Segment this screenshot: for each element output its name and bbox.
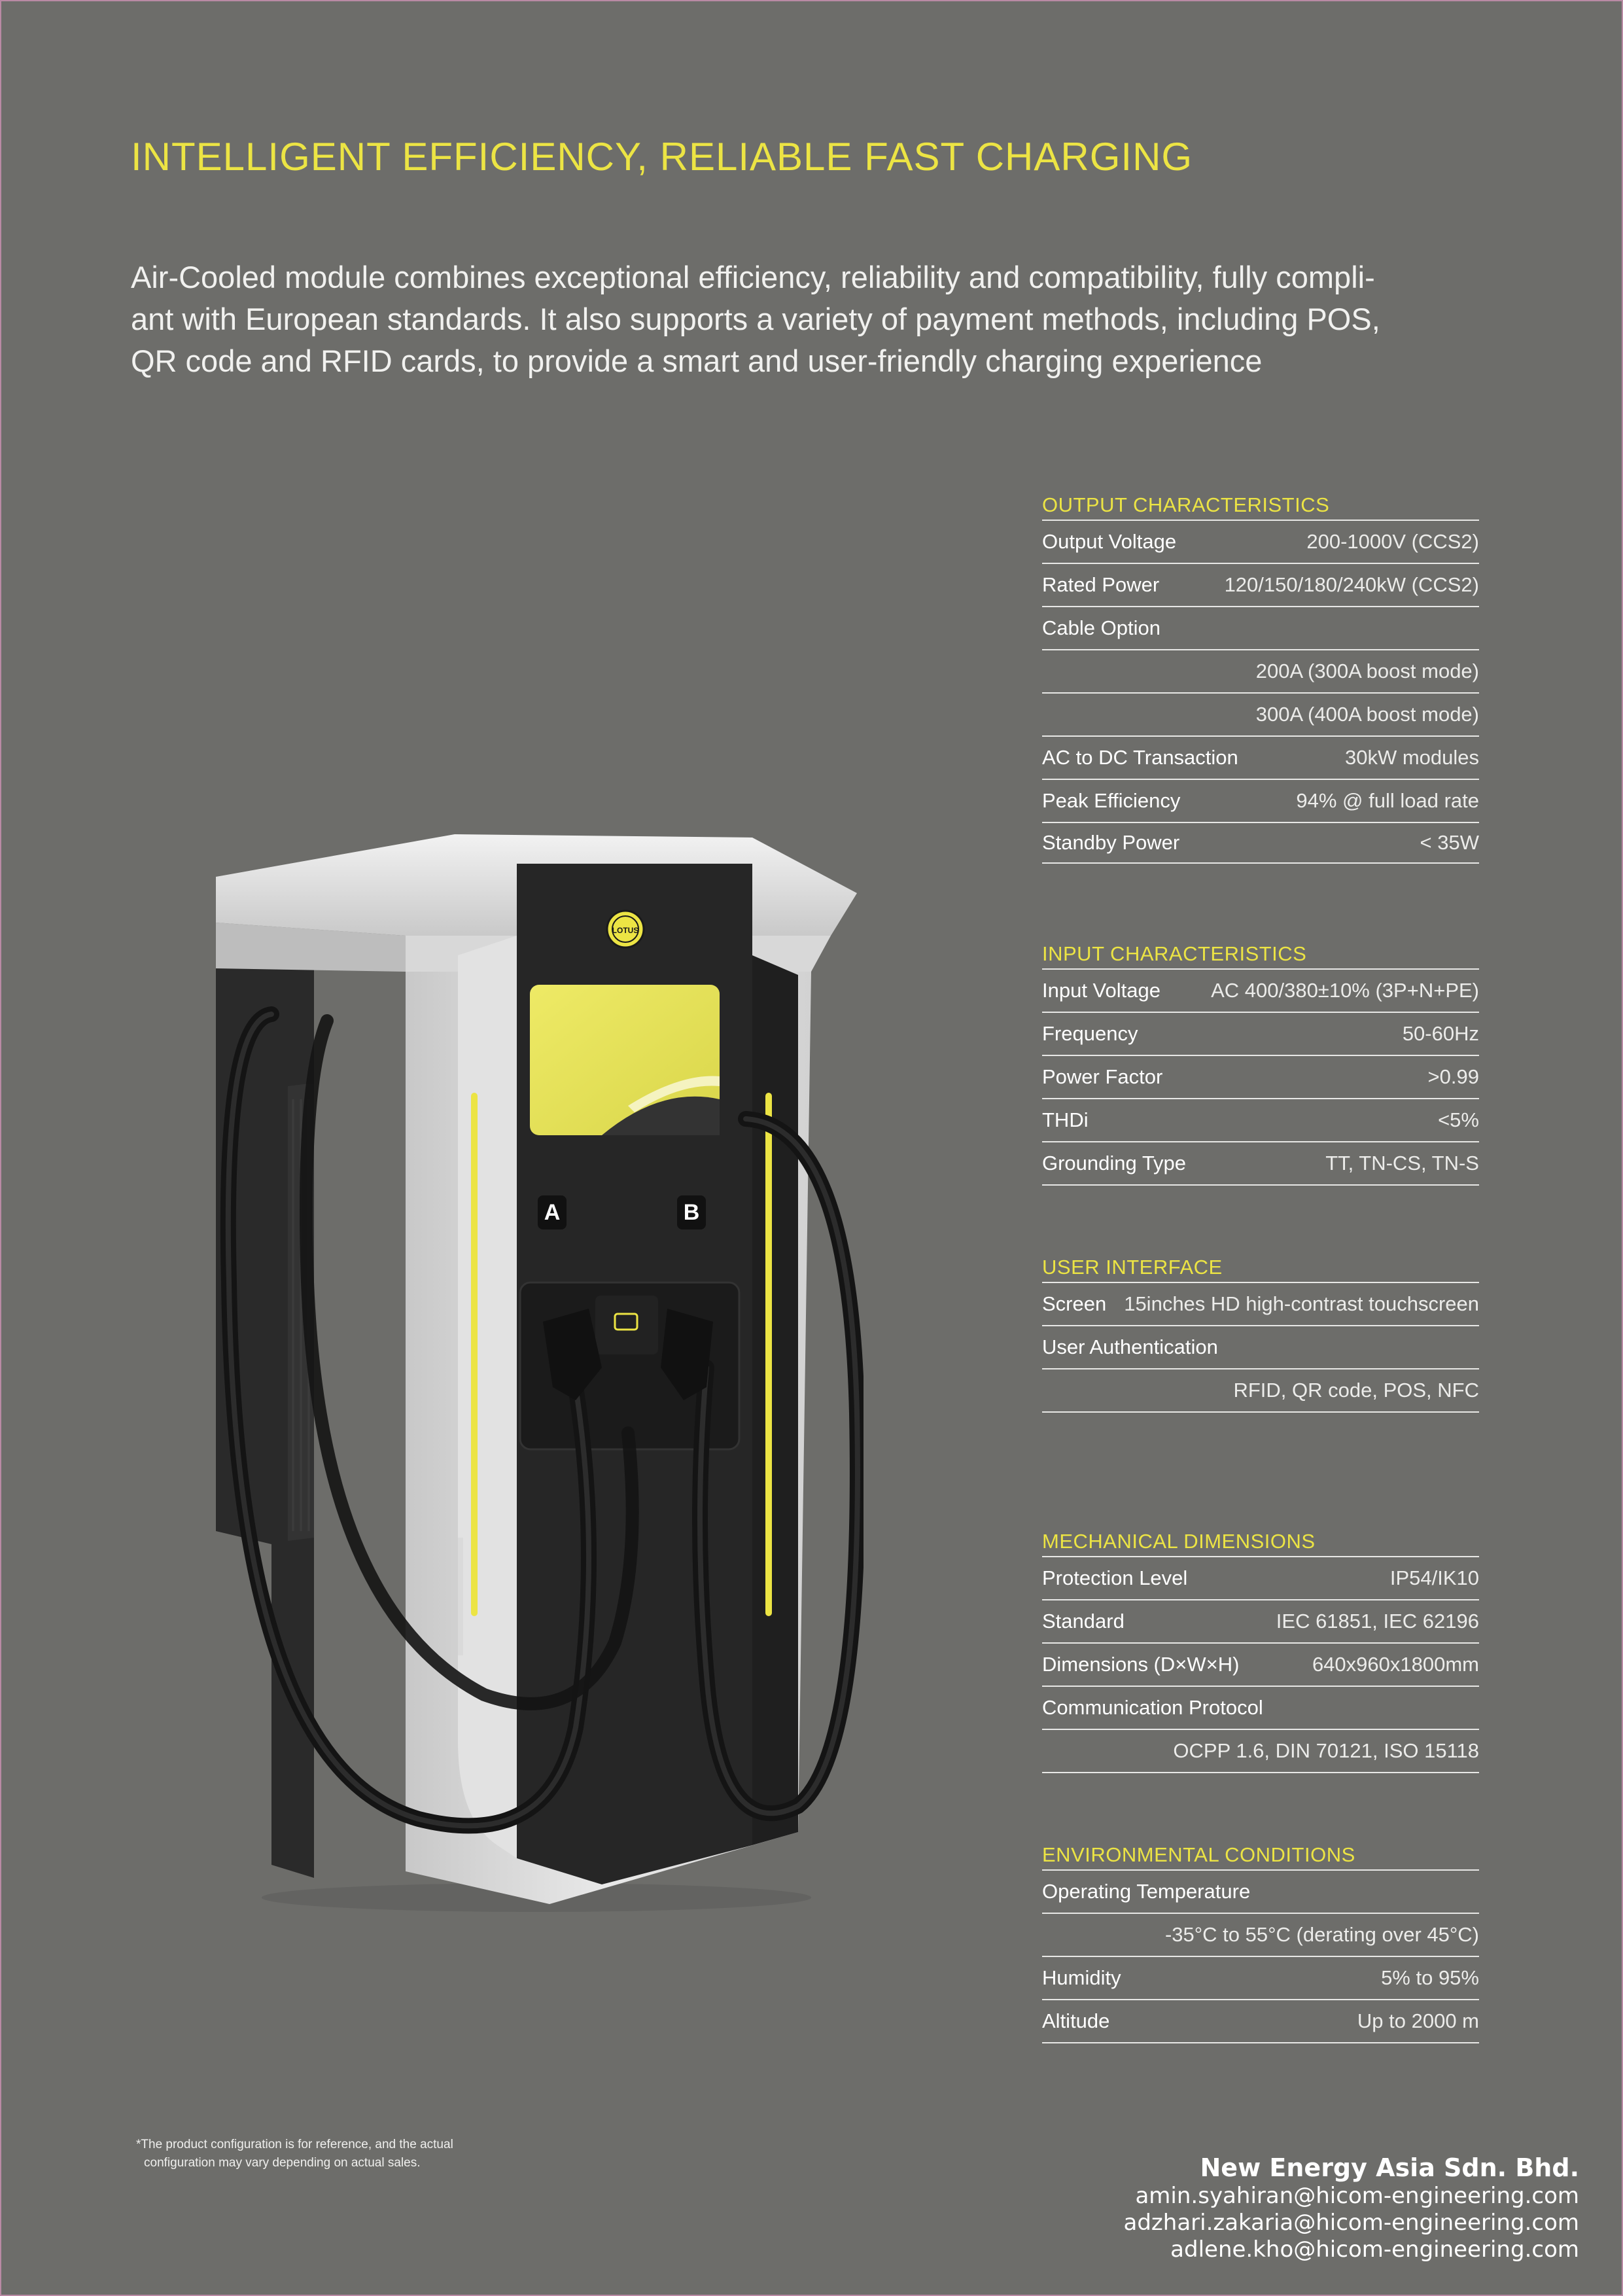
company-name: New Energy Asia Sdn. Bhd. — [1200, 2153, 1579, 2182]
contact-block — [1124, 2153, 1580, 2263]
spec-value: 120/150/180/240kW (CCS2) — [1224, 573, 1479, 596]
section-title: ENVIRONMENTAL CONDITIONS — [1042, 1843, 1355, 1866]
spec-row — [1042, 1557, 1479, 1600]
spec-label: THDi — [1042, 1108, 1089, 1131]
spec-row — [1042, 521, 1479, 564]
spec-label: Standby Power — [1042, 831, 1180, 854]
spec-row — [1042, 1644, 1479, 1687]
spec-label: Frequency — [1042, 1022, 1138, 1045]
spec-value: Up to 2000 m — [1357, 2009, 1479, 2032]
spec-label: Standard — [1042, 1610, 1125, 1633]
spec-row — [1042, 1914, 1479, 1957]
spec-value: -35°C to 55°C (derating over 45°C) — [1164, 1923, 1479, 1946]
spec-label: Screen — [1042, 1292, 1107, 1315]
spec-label: AC to DC Transaction — [1042, 746, 1238, 769]
port-b-label: B — [683, 1200, 700, 1225]
spec-label: Communication Protocol — [1042, 1696, 1263, 1719]
section-title: OUTPUT CHARACTERISTICS — [1042, 493, 1330, 516]
intro-line: QR code and RFID cards, to provide a smart and user-friendly charging experience — [131, 344, 1263, 378]
spec-row — [1042, 564, 1479, 607]
footnote-line: configuration may vary depending on actual sales. — [144, 2156, 421, 2170]
spec-row — [1042, 823, 1479, 864]
section-title: MECHANICAL DIMENSIONS — [1042, 1530, 1316, 1553]
contact-email[interactable]: adzhari.zakaria@hicom-engineering.com — [1123, 2210, 1579, 2236]
ev-charger-illustration — [209, 824, 864, 1917]
spec-row — [1042, 650, 1479, 694]
spec-label: Output Voltage — [1042, 530, 1177, 553]
spec-label: Grounding Type — [1042, 1152, 1187, 1174]
page-title: INTELLIGENT EFFICIENCY, RELIABLE FAST CHARGING — [131, 135, 1193, 179]
spec-value: 300A (400A boost mode) — [1255, 703, 1479, 726]
spec-value: 94% @ full load rate — [1296, 789, 1479, 812]
spec-row — [1042, 1283, 1479, 1326]
spec-value: 30kW modules — [1344, 746, 1479, 769]
section-title: INPUT CHARACTERISTICS — [1042, 942, 1307, 965]
section-title: USER INTERFACE — [1042, 1256, 1223, 1279]
spec-label: Operating Temperature — [1042, 1880, 1251, 1903]
spec-value: AC 400/380±10% (3P+N+PE) — [1211, 979, 1479, 1002]
contact-email[interactable]: adlene.kho@hicom-engineering.com — [1170, 2236, 1579, 2263]
spec-row — [1042, 694, 1479, 737]
spec-section-input — [1042, 940, 1479, 1186]
spec-value: <5% — [1438, 1108, 1479, 1131]
spec-value: 5% to 95% — [1381, 1966, 1479, 1989]
spec-value: >0.99 — [1427, 1065, 1479, 1088]
spec-value: TT, TN-CS, TN-S — [1325, 1152, 1479, 1174]
brand-logo-text: LOTUS — [612, 926, 639, 935]
spec-label: Cable Option — [1042, 616, 1161, 639]
spec-row — [1042, 607, 1479, 650]
intro-line: ant with European standards. It also supports a variety of payment methods, including POS, — [131, 302, 1380, 336]
spec-row — [1042, 1056, 1479, 1099]
footnote-line: *The product configuration is for reference, and the actual — [136, 2138, 453, 2151]
intro-paragraph — [131, 256, 1485, 382]
spec-row — [1042, 970, 1479, 1013]
spec-row — [1042, 780, 1479, 823]
spec-row — [1042, 1730, 1479, 1773]
spec-label: User Authentication — [1042, 1335, 1218, 1358]
spec-value: IEC 61851, IEC 62196 — [1276, 1610, 1479, 1633]
contact-email[interactable]: amin.syahiran@hicom-engineering.com — [1135, 2183, 1579, 2209]
spec-row — [1042, 737, 1479, 780]
spec-row — [1042, 1687, 1479, 1730]
intro-line: Air-Cooled module combines exceptional efficiency, reliability and compatibility, fully compli- — [131, 260, 1375, 294]
spec-value: IP54/IK10 — [1389, 1566, 1479, 1589]
spec-value: 640x960x1800mm — [1312, 1653, 1479, 1676]
spec-section-environmental — [1042, 1841, 1479, 2043]
port-a-label: A — [544, 1200, 561, 1225]
spec-row — [1042, 1957, 1479, 2000]
spec-row — [1042, 1600, 1479, 1644]
spec-label: Altitude — [1042, 2009, 1110, 2032]
spec-row — [1042, 1871, 1479, 1914]
spec-value: 50-60Hz — [1402, 1022, 1479, 1045]
spec-label: Power Factor — [1042, 1065, 1163, 1088]
spec-section-mechanical — [1042, 1527, 1479, 1773]
spec-section-output — [1042, 491, 1479, 864]
spec-row — [1042, 1013, 1479, 1056]
spec-label: Protection Level — [1042, 1566, 1188, 1589]
spec-label: Peak Efficiency — [1042, 789, 1181, 812]
spec-value: 15inches HD high-contrast touchscreen — [1124, 1292, 1479, 1315]
spec-label: Dimensions (D×W×H) — [1042, 1653, 1240, 1676]
spec-value: < 35W — [1420, 831, 1479, 854]
spec-value: 200A (300A boost mode) — [1255, 660, 1479, 682]
spec-row — [1042, 1369, 1479, 1413]
spec-value: RFID, QR code, POS, NFC — [1233, 1379, 1479, 1402]
spec-value: OCPP 1.6, DIN 70121, ISO 15118 — [1173, 1739, 1479, 1762]
spec-row — [1042, 2000, 1479, 2043]
spec-row — [1042, 1326, 1479, 1369]
spec-row — [1042, 1099, 1479, 1142]
spec-section-user-interface — [1042, 1253, 1479, 1413]
spec-row — [1042, 1142, 1479, 1186]
spec-label: Humidity — [1042, 1966, 1121, 1989]
spec-value: 200-1000V (CCS2) — [1306, 530, 1479, 553]
spec-label: Rated Power — [1042, 573, 1160, 596]
footnote — [136, 2136, 453, 2172]
spec-label: Input Voltage — [1042, 979, 1161, 1002]
